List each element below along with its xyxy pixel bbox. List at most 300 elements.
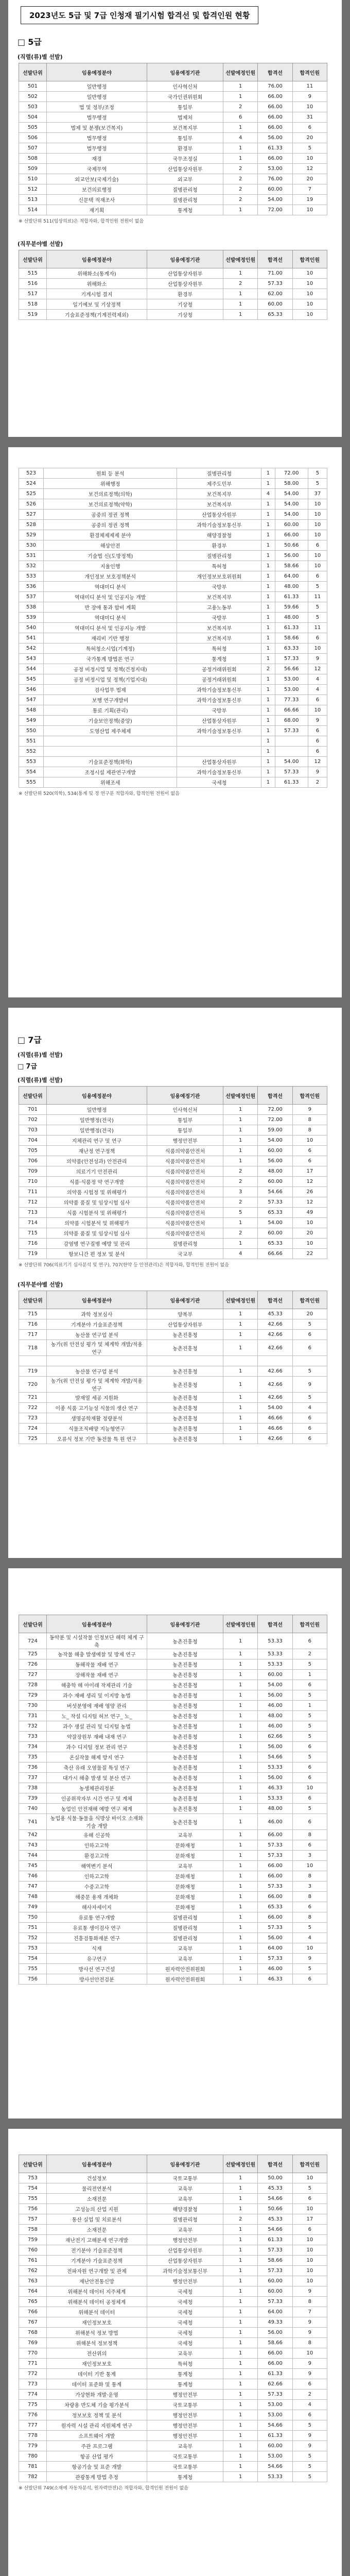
unit-cell: 724 (19, 1633, 47, 1649)
passed-cell: 5 (292, 2420, 327, 2431)
table-row (19, 2348, 327, 2359)
column-header: 임용예정기관 (147, 2155, 223, 2173)
field-cell: 온실작물 해제 방지 연구 (46, 1752, 147, 1762)
field-cell: 역대미디 분석 (43, 613, 177, 623)
agency-cell: 질병관리청 (147, 2214, 223, 2225)
unit-cell: 742 (19, 1830, 47, 1840)
table-row (19, 1974, 327, 1985)
planned-cell: 1 (261, 592, 275, 602)
field-cell: 일기예보 및 기상정책 (46, 299, 147, 310)
field-cell: 수중고고학 (46, 1882, 147, 1892)
planned-cell: 1 (223, 1423, 258, 1434)
agency-cell: 질병관리청 (147, 1933, 223, 1943)
agency-cell: 농촌진흥청 (147, 1742, 223, 1752)
grade5-field-category: (직무분야별 선발) (18, 241, 63, 247)
passed-cell: 9 (292, 1105, 327, 1115)
cutoff-cell: 56.00 (275, 551, 308, 561)
cutoff-cell: 54.00 (258, 1136, 292, 1146)
table-header-row (19, 250, 327, 268)
unit-cell: 504 (19, 112, 47, 123)
planned-cell: 1 (223, 2472, 258, 2482)
planned-cell: 1 (261, 685, 275, 695)
passed-cell: 8 (292, 1125, 327, 1136)
planned-cell: 1 (223, 2317, 258, 2328)
passed-cell: 10 (308, 551, 327, 561)
field-cell: 동해작물 재배 연구 (46, 1659, 147, 1670)
planned-cell: 1 (223, 2441, 258, 2451)
field-cell: 공정 비정시업 및 정책(건정지대) (43, 664, 177, 674)
agency-cell: 농촌진흥청 (147, 1330, 223, 1340)
planned-cell: 1 (223, 2235, 258, 2245)
cutoff-cell: 53.33 (258, 2472, 292, 2482)
field-cell: 재난전기 고해분세 연구개발 (46, 2235, 147, 2245)
table-row (19, 767, 327, 777)
agency-cell: 행정안전부 (147, 2410, 223, 2420)
field-cell: 지율인행 (43, 561, 177, 571)
planned-cell: 2 (223, 279, 258, 289)
unit-cell: 509 (19, 164, 47, 174)
unit-cell: 532 (19, 561, 44, 571)
cutoff-cell: 66.00 (258, 1892, 292, 1902)
planned-cell: 1 (223, 2338, 258, 2348)
planned-cell: 1 (223, 1319, 258, 1330)
agency-cell: 보건복지부 (177, 633, 261, 643)
table-row (19, 582, 327, 592)
table-row (19, 1208, 327, 1218)
grade5-general-category: (직렬(류)별 선발) (18, 54, 63, 60)
agency-cell: 산업통상자원부 (147, 268, 223, 279)
page-1 (8, 0, 342, 437)
agency-cell: 교육부 (147, 2194, 223, 2204)
planned-cell: 1 (223, 2297, 258, 2307)
agency-cell: 산업통상자원부 (177, 510, 261, 520)
unit-cell: 723 (19, 1413, 47, 1423)
field-cell: 의료기기 안전관리 (46, 1166, 147, 1177)
agency-cell: 문화재청 (147, 1851, 223, 1861)
planned-cell: 1 (223, 1892, 258, 1902)
field-cell: 농생체관리정분 (46, 1783, 147, 1793)
unit-cell: 526 (19, 499, 44, 510)
unit-cell: 755 (19, 1964, 47, 1974)
agency-cell: 교육부 (147, 2441, 223, 2451)
passed-cell: 9 (308, 767, 327, 777)
table-row (19, 2225, 327, 2235)
passed-cell: 10 (308, 561, 327, 571)
field-cell: 관광통계 방법 추정 (46, 2472, 147, 2482)
field-cell: 과학 정보심사 (46, 1309, 147, 1319)
passed-cell: 5 (292, 1366, 327, 1377)
column-header: 선발단위 (19, 1087, 47, 1105)
field-cell: 의약품(안전성과) 안전관리 (46, 1156, 147, 1166)
unit-cell: 549 (19, 716, 44, 726)
passed-cell: 6 (292, 1840, 327, 1851)
passed-cell: 8 (292, 1912, 327, 1923)
field-cell: 소재전문 (46, 2225, 147, 2235)
agency-cell: 원자력안전위원회 (147, 1974, 223, 1985)
passed-cell: 6 (308, 633, 327, 643)
field-cell: 위해분석 정보정책 (46, 2338, 147, 2348)
planned-cell: 1 (261, 674, 275, 685)
agency-cell: 행정안전부 (147, 2431, 223, 2441)
table-row (19, 1177, 327, 1187)
planned-cell: 1 (261, 551, 275, 561)
field-cell: 건설정보 (46, 2173, 147, 2183)
field-cell: 유해 신공학 (46, 1830, 147, 1840)
cutoff-cell: 56.00 (258, 1156, 292, 1166)
passed-cell: 6 (292, 1423, 327, 1434)
cutoff-cell: 57.33 (258, 1954, 292, 1964)
unit-cell: 553 (19, 757, 44, 767)
cutoff-cell: 53.00 (258, 2451, 292, 2462)
cutoff-cell: 54.66 (258, 2225, 292, 2235)
table-row (19, 1309, 327, 1319)
planned-cell: 1 (223, 268, 258, 279)
unit-cell: 536 (19, 582, 44, 592)
field-cell: 발재열 세공 지원화 (46, 1393, 147, 1403)
table-row (19, 2214, 327, 2225)
table-row (19, 1156, 327, 1166)
planned-cell: 1 (223, 1933, 258, 1943)
cutoff-cell: 58.00 (275, 479, 308, 489)
unit-cell: 734 (19, 1742, 47, 1752)
cutoff-cell: 72.00 (275, 468, 308, 479)
planned-cell: 1 (261, 695, 275, 705)
planned-cell: 1 (223, 299, 258, 310)
cutoff-cell: 66.00 (258, 154, 292, 164)
field-cell: 역대미디 분석 및 인공지능 개발 (43, 592, 177, 602)
column-header: 합격인원 (292, 1615, 327, 1633)
grade7-field-table-cont (19, 1615, 327, 1985)
planned-cell: 1 (223, 1752, 258, 1762)
unit-cell: 733 (19, 1732, 47, 1742)
agency-cell: 국세청 (147, 2286, 223, 2297)
passed-cell: 4 (292, 1403, 327, 1413)
cutoff-cell: 57.33 (258, 2297, 292, 2307)
table-row (19, 2379, 327, 2389)
table-row (19, 2256, 327, 2266)
cutoff-cell: 53.00 (258, 2400, 292, 2410)
table-row (19, 1732, 327, 1742)
agency-cell: 농촌진흥청 (147, 1711, 223, 1721)
table-row (19, 2389, 327, 2400)
unit-cell: 705 (19, 1146, 47, 1156)
field-cell: 외교안보(국제기술) (46, 174, 147, 184)
planned-cell: 1 (223, 143, 258, 154)
agency-cell: 국세청 (147, 2317, 223, 2328)
unit-cell: 775 (19, 2400, 47, 2410)
cutoff-cell: 46.00 (258, 1701, 292, 1711)
passed-cell: 6 (292, 2410, 327, 2420)
field-cell: 기계분야 기술표준정책 (46, 2256, 147, 2266)
cutoff-cell: 53.33 (258, 1633, 292, 1649)
passed-cell: 10 (308, 499, 327, 510)
planned-cell: 1 (261, 602, 275, 613)
agency-cell: 질병관리청 (177, 551, 261, 561)
cutoff-cell: 56.00 (258, 1690, 292, 1701)
passed-cell: 5 (292, 2472, 327, 2482)
passed-cell: 11 (292, 81, 327, 92)
agency-cell: 통일부 (147, 133, 223, 143)
cutoff-cell: 53.00 (275, 685, 308, 695)
table-row (19, 2410, 327, 2420)
passed-cell: 4 (292, 2400, 327, 2410)
agency-cell (147, 1356, 223, 1366)
table-row (19, 1434, 327, 1444)
cutoff-cell: 46.00 (258, 1721, 292, 1732)
table-row (19, 1218, 327, 1228)
agency-cell: 질병관리청 (147, 1239, 223, 1249)
unit-cell: 755 (19, 2194, 47, 2204)
unit-cell: 533 (19, 571, 44, 582)
planned-cell: 1 (223, 1783, 258, 1793)
field-cell: 통료 기획(관리) (43, 705, 177, 716)
field-cell: 유구연구 (46, 1954, 147, 1964)
unit-cell: 770 (19, 2348, 47, 2359)
passed-cell: 5 (292, 1732, 327, 1742)
cutoff-cell: 60.00 (258, 2441, 292, 2451)
field-cell: 동약분 및 시설작물 인정보단 해력 체계 구축 (46, 1633, 147, 1649)
cutoff-cell: 57.33 (275, 767, 308, 777)
agency-cell: 문화재청 (147, 1871, 223, 1882)
page-title: 2023년도 5급 및 7급 인청재 필기시험 합격선 및 합격인원 현황 (21, 6, 258, 24)
agency-cell: 인사혁신처 (147, 81, 223, 92)
grade7-subheading: □ 7급 (18, 1061, 342, 1071)
field-cell: 감염병 연구질병 예방 및 관리 (46, 1239, 147, 1249)
planned-cell: 1 (223, 2266, 258, 2276)
cutoff-cell: 42.66 (258, 1377, 292, 1393)
cutoff-cell: 61.33 (258, 2235, 292, 2245)
table-row (19, 1319, 327, 1330)
agency-cell: 국방부 (177, 705, 261, 716)
unit-cell: 769 (19, 2338, 47, 2348)
planned-cell: 1 (223, 2173, 258, 2183)
field-cell: 법무행정 (46, 112, 147, 123)
agency-cell: 행정안전부 (147, 1136, 223, 1146)
unit-cell: 745 (19, 1861, 47, 1871)
planned-cell: 1 (223, 1701, 258, 1711)
passed-cell: 9 (292, 1954, 327, 1964)
planned-cell: 1 (223, 1793, 258, 1804)
page-3 (8, 1008, 342, 1558)
agency-cell: 교육부 (147, 2225, 223, 2235)
unit-cell: 738 (19, 1783, 47, 1793)
passed-cell: 20 (292, 1228, 327, 1239)
agency-cell: 원자력안전위원회 (147, 1964, 223, 1974)
unit-cell: 725 (19, 1434, 47, 1444)
planned-cell: 2 (223, 1228, 258, 1239)
passed-cell: 9 (292, 2359, 327, 2369)
passed-cell: 11 (308, 623, 327, 633)
passed-cell: 37 (308, 489, 327, 499)
cutoff-cell: 57.33 (258, 2266, 292, 2276)
field-cell: 약잘장원부 재배 내재 연구 (46, 1732, 147, 1742)
passed-cell: 5 (292, 143, 327, 154)
field-cell: 공중의 정권 정책 (43, 510, 177, 520)
field-cell: 검사업무 법제 (43, 685, 177, 695)
planned-cell: 1 (223, 2451, 258, 2462)
agency-cell: 개인정보보호위원회 (177, 571, 261, 582)
table-row (19, 2317, 327, 2328)
column-header: 임용예정기관 (147, 63, 223, 81)
field-cell: 법무행정 (46, 143, 147, 154)
planned-cell: 1 (223, 1871, 258, 1882)
cutoff-cell: 66.00 (258, 92, 292, 102)
cutoff-cell: 66.00 (258, 2348, 292, 2359)
agency-cell: 식품의약품안전처 (147, 1187, 223, 1197)
passed-cell: 12 (292, 1177, 327, 1187)
field-cell: 반 장애 통과 합비 계획 (43, 602, 177, 613)
unit-cell: 739 (19, 1793, 47, 1804)
unit-cell: 541 (19, 633, 44, 643)
planned-cell: 1 (223, 1218, 258, 1228)
column-header: 선발예정인원 (223, 1291, 258, 1309)
field-cell: 지체관리 연구 및 연구 (46, 1136, 147, 1146)
cutoff-cell: 46.66 (258, 1423, 292, 1434)
field-cell: 조정시설 제관연구개발 (43, 767, 177, 777)
passed-cell: 10 (292, 1239, 327, 1249)
unit-cell: 704 (19, 1136, 47, 1146)
planned-cell: 2 (223, 184, 258, 195)
field-cell: 재난안전통신망 (46, 2276, 147, 2286)
cutoff-cell: 46.33 (258, 1974, 292, 1985)
field-cell: 정보보호 정책 및 분석 (46, 2410, 147, 2420)
passed-cell: 7 (292, 2307, 327, 2317)
field-cell: 일반행정 (46, 81, 147, 92)
cutoff-cell: 53.00 (275, 674, 308, 685)
agency-cell: 과학기술정보통신부 (177, 520, 261, 530)
page-2 (8, 447, 342, 997)
unit-cell: 766 (19, 2307, 47, 2317)
unit-cell: 502 (19, 92, 47, 102)
unit-cell: 512 (19, 184, 47, 195)
passed-cell: 10 (308, 530, 327, 540)
agency-cell: 기상청 (147, 310, 223, 320)
table-row (19, 112, 327, 123)
table-row (19, 685, 327, 695)
unit-cell: 545 (19, 674, 44, 685)
agency-cell: 특허청 (147, 2359, 223, 2369)
field-cell: 일반행정 (46, 1105, 147, 1115)
unit-cell: 732 (19, 1721, 47, 1732)
field-cell: 물리전연분석 (46, 2183, 147, 2194)
field-cell: 법무행정 (46, 133, 147, 143)
cutoff-cell: 50.66 (275, 540, 308, 551)
unit-cell: 508 (19, 154, 47, 164)
column-header: 합격선 (258, 2155, 292, 2173)
cutoff-cell: 46.00 (258, 1814, 292, 1830)
unit-cell: 551 (19, 736, 44, 747)
planned-cell: 1 (223, 2348, 258, 2359)
planned-cell: 1 (223, 2389, 258, 2400)
agency-cell: 과학기술정보통신부 (177, 695, 261, 705)
grade7-field-category: (직무분야별 선발) (18, 1281, 63, 1288)
table-row (19, 92, 327, 102)
agency-cell: 고용노동부 (177, 602, 261, 613)
planned-cell: 1 (223, 1105, 258, 1115)
grade7-heading: □ 7급 (18, 1033, 342, 1045)
cutoff-cell: 62.66 (258, 2379, 292, 2389)
passed-cell: 7 (292, 184, 327, 195)
passed-cell: 6 (292, 2194, 327, 2204)
agency-cell: 식품의약품안전처 (147, 1197, 223, 1208)
cutoff-cell: 42.66 (258, 1366, 292, 1377)
passed-cell: 1 (292, 1670, 327, 1680)
passed-cell: 8 (292, 1892, 327, 1902)
table-row (19, 1892, 327, 1902)
passed-cell: 20 (292, 174, 327, 184)
passed-cell: 5 (292, 2183, 327, 2194)
unit-cell: 753 (19, 2173, 47, 2183)
column-header: 임용예정기관 (147, 1291, 223, 1309)
field-cell: 기술법 신(도방정책) (43, 551, 177, 561)
column-header: 선발단위 (19, 1291, 47, 1309)
planned-cell: 1 (223, 1649, 258, 1659)
table-header-row (19, 1087, 327, 1105)
column-header: 임용예정기관 (147, 250, 223, 268)
passed-cell: 10 (292, 1943, 327, 1954)
table-row (19, 613, 327, 623)
unit-cell: 776 (19, 2410, 47, 2420)
field-cell: 농가(위 안전성 평가 및 체계학 개발/적용 연구 (46, 1340, 147, 1356)
passed-cell: 22 (292, 1249, 327, 1259)
table-row (19, 1670, 327, 1680)
unit-cell: 701 (19, 1105, 47, 1115)
unit-cell: 714 (19, 1218, 47, 1228)
table-row (19, 1393, 327, 1403)
planned-cell: 1 (223, 1136, 258, 1146)
cutoff-cell: 57.33 (258, 2245, 292, 2256)
unit-cell: 726 (19, 1659, 47, 1670)
passed-cell: 3 (292, 1851, 327, 1861)
planned-cell: 1 (223, 1861, 258, 1871)
table-row (19, 2173, 327, 2183)
planned-cell: 2 (223, 174, 258, 184)
passed-cell: 10 (292, 279, 327, 289)
planned-cell: 1 (223, 2420, 258, 2431)
agency-cell: 보건복지부 (177, 592, 261, 602)
passed-cell: 10 (308, 705, 327, 716)
field-cell (46, 1356, 147, 1366)
cutoff-cell: 62.00 (258, 289, 292, 299)
passed-cell: 10 (292, 1861, 327, 1871)
field-cell: 개인정보 보호정책분석 (43, 571, 177, 582)
cutoff-cell: 66.00 (258, 1871, 292, 1882)
table-row (19, 1933, 327, 1943)
field-cell: 해충학 해 아이래 작제관리 기술 (46, 1680, 147, 1690)
passed-cell: 10 (292, 2348, 327, 2359)
cutoff-cell: 60.00 (258, 1670, 292, 1680)
passed-cell: 1 (292, 1701, 327, 1711)
planned-cell: 1 (223, 2410, 258, 2420)
passed-cell: 6 (292, 1762, 327, 1773)
planned-cell: 1 (261, 561, 275, 571)
agency-cell: 식품의약품안전처 (147, 1218, 223, 1228)
table-row (19, 747, 327, 757)
passed-cell: 12 (308, 757, 327, 767)
cutoff-cell: 60.00 (258, 299, 292, 310)
cutoff-cell: 48.00 (275, 582, 308, 592)
table-row (19, 1249, 327, 1259)
field-cell: 공중의 정권 정책 (43, 520, 177, 530)
planned-cell: 1 (261, 777, 275, 788)
planned-cell: 2 (223, 1177, 258, 1187)
agency-cell: 산업통상자원부 (147, 1319, 223, 1330)
cutoff-cell: 56.00 (258, 2328, 292, 2338)
cutoff-cell: 59.66 (275, 602, 308, 613)
table-row (19, 654, 327, 664)
passed-cell: 6 (292, 1814, 327, 1830)
agency-cell: 농촌진흥청 (147, 1403, 223, 1413)
